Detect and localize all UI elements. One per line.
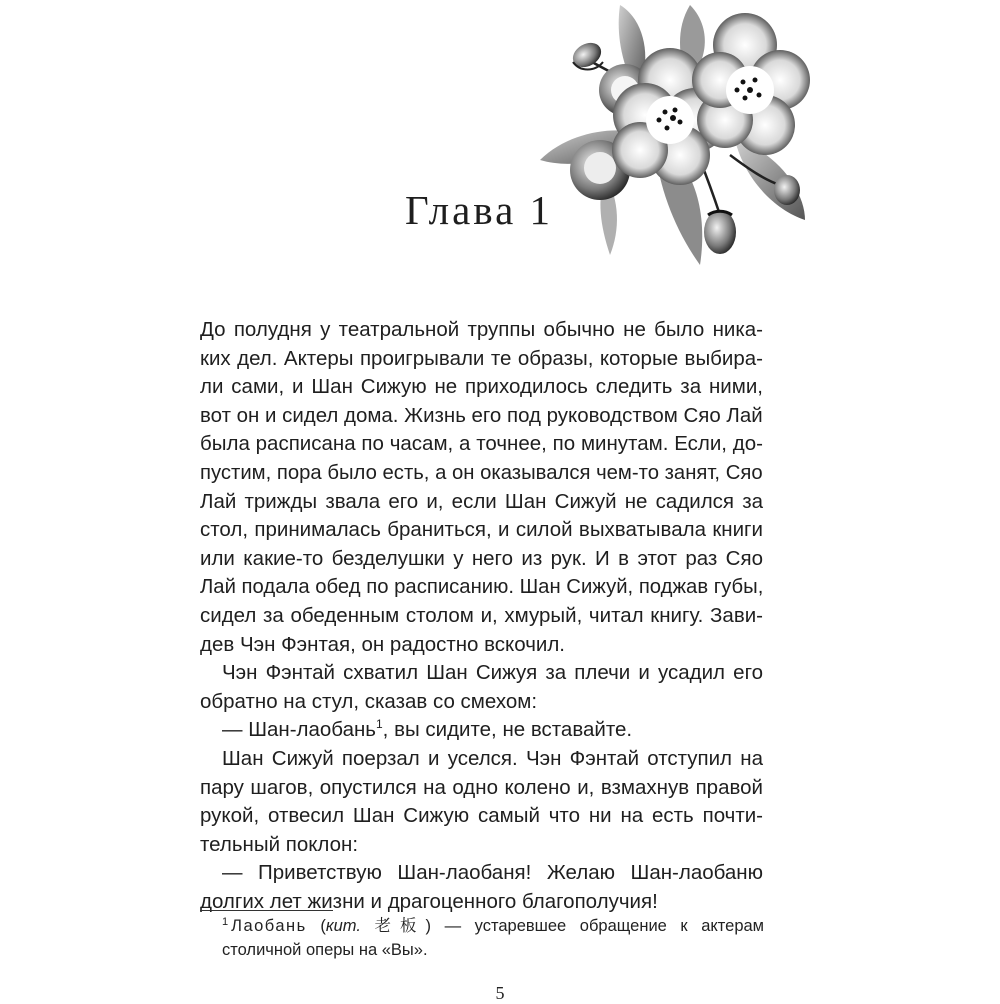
text-line: сидел за обеденным столом и, хмурый, читал книгу. Зави- xyxy=(200,603,763,627)
footnote-term: Лаобань xyxy=(231,917,307,935)
chapter-body xyxy=(200,316,763,916)
text-line: Шан Сижуй поерзал и уселся. Чэн Фэнтай отступил на xyxy=(222,746,763,770)
footnote-abbr: кит. xyxy=(325,917,361,935)
text-line: Лай трижды звала его и, если Шан Сижуй не садился за xyxy=(200,489,763,513)
footnote-text: — устаревшее обращение к актерам xyxy=(444,917,765,935)
text-line: тельный поклон: xyxy=(200,832,359,856)
text-line: рукой, отвесил Шан Сижую самый что ни на есть почти- xyxy=(200,804,763,828)
footnote-number: 1 xyxy=(222,915,229,928)
footnote-paren: ( xyxy=(320,917,326,935)
text-line: или какие-то безделушки у него из рук. И в этот раз Сяо xyxy=(200,546,763,570)
footnote-divider xyxy=(200,910,333,911)
blossom xyxy=(692,13,810,155)
footnote-paren: ) xyxy=(425,917,432,935)
footnote-hanzi: 老板 xyxy=(374,917,426,935)
text-line: пару шагов, опустился на одно колено и, взмахнув правой xyxy=(200,775,763,799)
text-line: пустим, пора было есть, а он оказывался чем-то занят, Сяо xyxy=(200,460,763,484)
text-line: была расписана по часам, а точнее, по минутам. Если, до- xyxy=(200,432,763,456)
text-line: долгих лет жизни и драгоценного благополучия! xyxy=(200,889,658,913)
page-number: 5 xyxy=(495,983,505,1003)
footnote-line xyxy=(222,914,764,938)
footnote-line: столичной оперы на «Вы». xyxy=(222,941,428,959)
text-line: ких дел. Актеры проигрывали те образы, которые выбира- xyxy=(200,346,763,370)
text-line: дев Чэн Фэнтая, он радостно вскочил. xyxy=(200,632,565,656)
flower-bud xyxy=(704,210,736,254)
cherry-blossom-icon xyxy=(525,0,815,270)
dialogue-text: — Шан-лаобань xyxy=(222,718,376,742)
text-line: вот он и сидел дома. Жизнь его под руководством Сяо Лай xyxy=(200,403,763,427)
chapter-title: Глава 1 xyxy=(405,187,554,233)
text-line: До полудня у театральной труппы обычно не было ника- xyxy=(200,318,763,341)
text-line: стол, принималась браниться, и силой выхватывала книги xyxy=(200,518,763,542)
text-line: Чэн Фэнтай схватил Шан Сижуя за плечи и усадил его xyxy=(222,661,763,685)
footnote xyxy=(222,914,764,962)
flower-bud xyxy=(774,175,800,205)
footnote-reference[interactable]: 1 xyxy=(375,717,383,732)
text-line: ли сами, и Шан Сижую не приходилось следить за ними, xyxy=(200,375,763,399)
text-line: обратно на стул, сказав со смехом: xyxy=(200,689,538,713)
dialogue-line xyxy=(200,716,763,745)
dialogue-text: , вы сидите, не вставайте. xyxy=(382,718,633,742)
text-line: Лай подала обед по расписанию. Шан Сижуй, поджав губы, xyxy=(200,575,764,599)
text-line: — Приветствую Шан-лаобаня! Желаю Шан-лаобаню xyxy=(222,861,763,885)
